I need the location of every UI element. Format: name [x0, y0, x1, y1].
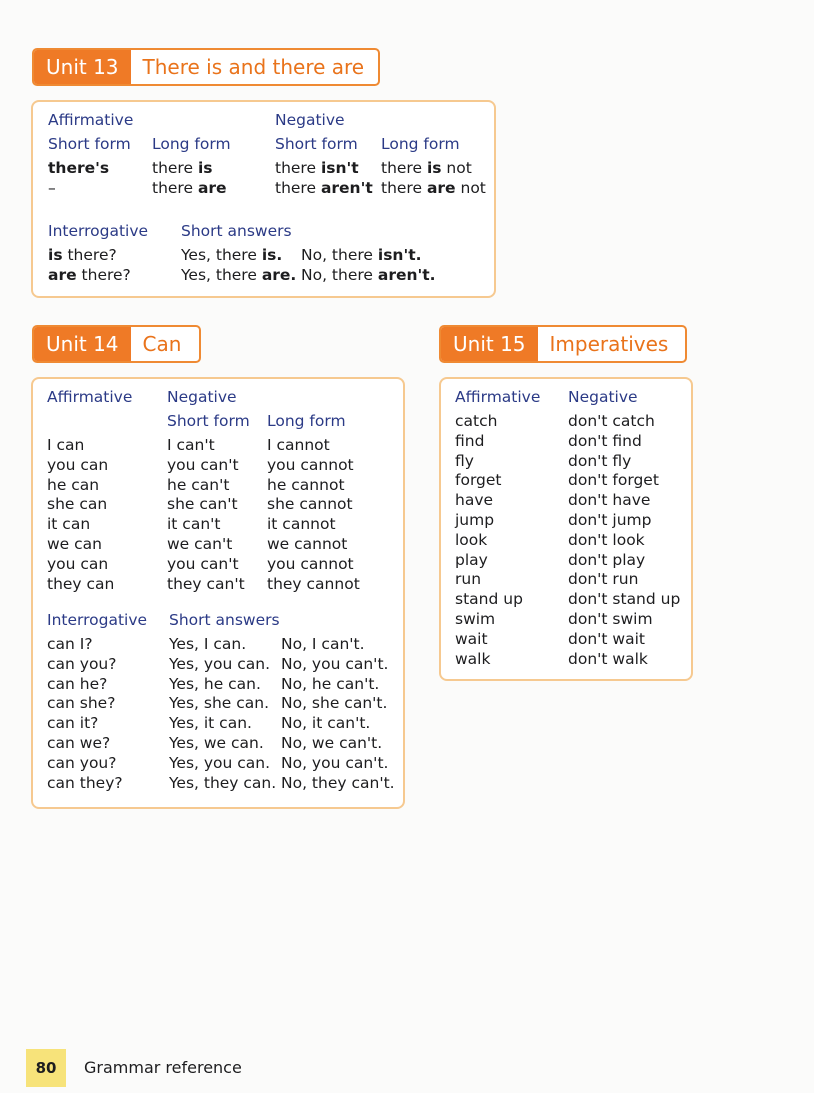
neg-short-item: you can't — [167, 554, 239, 573]
aff-item: forget — [455, 471, 502, 490]
aff-long-form: there is — [152, 159, 213, 177]
unit-14-title: Can — [142, 332, 182, 356]
question: can they? — [47, 773, 123, 792]
neg-item: don't look — [568, 530, 645, 549]
yes-answer: Yes, you can. — [169, 654, 271, 673]
unit-14-tab — [32, 325, 201, 363]
neg-long-item: he cannot — [267, 475, 345, 494]
short-answers-heading: Short answers — [181, 222, 292, 240]
long-form-heading: Long form — [152, 135, 231, 153]
neg-long-item: you cannot — [267, 455, 354, 474]
neg-long-item: they cannot — [267, 574, 360, 593]
question: can we? — [47, 733, 111, 752]
neg-long-form: there is not — [381, 159, 472, 177]
yes-answer: Yes, it can. — [169, 714, 252, 733]
neg-short-item: I can't — [167, 436, 215, 454]
question: are there? — [48, 266, 131, 284]
aff-item: walk — [455, 649, 491, 668]
neg-item: don't catch — [568, 412, 655, 430]
question: is there? — [48, 246, 117, 264]
unit-15-title: Imperatives — [549, 332, 669, 356]
unit-15-number: Unit 15 — [441, 327, 538, 361]
neg-short-column — [167, 436, 245, 594]
yes-answers-column — [169, 635, 276, 793]
neg-item: don't forget — [568, 471, 659, 490]
aff-item: jump — [455, 510, 495, 529]
unit-14-table — [31, 377, 405, 809]
negative-heading: Negative — [568, 388, 638, 406]
aff-item: we can — [47, 534, 102, 553]
yes-answer: Yes, she can. — [169, 694, 270, 713]
neg-long-form: there are not — [381, 179, 486, 197]
neg-item: don't fly — [568, 451, 632, 470]
yes-answer: Yes, they can. — [169, 773, 277, 792]
short-answers-heading: Short answers — [169, 611, 280, 629]
interrogative-heading: Interrogative — [47, 611, 148, 629]
neg-short-form: there isn't — [275, 159, 359, 177]
neg-short-item: we can't — [167, 534, 233, 553]
short-form-heading: Short form — [275, 135, 358, 153]
aff-item: play — [455, 550, 488, 569]
neg-long-item: she cannot — [267, 495, 353, 514]
neg-long-item: we cannot — [267, 534, 348, 553]
question: can I? — [47, 635, 93, 653]
aff-item: have — [455, 491, 494, 510]
neg-item: don't wait — [568, 629, 645, 648]
aff-item: she can — [47, 495, 108, 514]
unit-14-number: Unit 14 — [34, 327, 131, 361]
aff-item: you can — [47, 554, 109, 573]
no-answers-column — [281, 635, 395, 793]
aff-short-form: there's — [48, 159, 110, 177]
aff-item: stand up — [455, 590, 523, 609]
no-answer: No, it can't. — [281, 714, 371, 733]
aff-item: run — [455, 570, 482, 589]
aff-short-form: – — [48, 179, 56, 197]
question: can it? — [47, 714, 99, 733]
interrogative-heading: Interrogative — [48, 222, 149, 240]
aff-item: I can — [47, 436, 85, 454]
aff-item: you can — [47, 455, 109, 474]
yes-answer: Yes, there are. — [181, 266, 297, 284]
page-number: 80 — [26, 1049, 66, 1087]
aff-item: wait — [455, 629, 488, 648]
aff-item: find — [455, 431, 485, 450]
footer-label: Grammar reference — [84, 1058, 242, 1077]
no-answer: No, I can't. — [281, 635, 365, 653]
neg-long-column — [267, 436, 360, 594]
affirmative-heading: Affirmative — [47, 388, 133, 406]
long-form-heading: Long form — [381, 135, 460, 153]
negative-heading: Negative — [275, 111, 345, 129]
aff-item: it can — [47, 515, 91, 534]
neg-long-item: I cannot — [267, 436, 330, 454]
no-answer: No, you can't. — [281, 753, 389, 772]
aff-item: swim — [455, 609, 496, 628]
question: can you? — [47, 654, 117, 673]
neg-short-item: it can't — [167, 515, 221, 534]
negative-column — [568, 412, 680, 669]
affirmative-heading: Affirmative — [48, 111, 134, 129]
affirmative-column — [47, 436, 114, 594]
no-answer: No, you can't. — [281, 654, 389, 673]
no-answer: No, there isn't. — [301, 246, 422, 264]
aff-item: fly — [455, 451, 474, 470]
neg-item: don't find — [568, 431, 642, 450]
neg-item: don't play — [568, 550, 646, 569]
yes-answer: Yes, I can. — [169, 635, 247, 653]
neg-item: don't jump — [568, 510, 652, 529]
aff-item: look — [455, 530, 488, 549]
short-form-heading: Short form — [167, 412, 250, 430]
short-form-heading: Short form — [48, 135, 131, 153]
question: can she? — [47, 694, 116, 713]
neg-item: don't run — [568, 570, 639, 589]
neg-item: don't stand up — [568, 590, 681, 609]
yes-answer: Yes, we can. — [169, 733, 264, 752]
question: can he? — [47, 674, 108, 693]
affirmative-heading: Affirmative — [455, 388, 541, 406]
neg-long-item: you cannot — [267, 554, 354, 573]
yes-answer: Yes, you can. — [169, 753, 271, 772]
neg-short-item: he can't — [167, 475, 230, 494]
unit-15-tab — [439, 325, 687, 363]
neg-long-item: it cannot — [267, 515, 336, 534]
no-answer: No, there aren't. — [301, 266, 436, 284]
affirmative-column — [455, 412, 523, 669]
aff-item: catch — [455, 412, 498, 430]
aff-long-form: there are — [152, 179, 227, 197]
long-form-heading: Long form — [267, 412, 346, 430]
question: can you? — [47, 753, 117, 772]
unit-13-number: Unit 13 — [34, 50, 131, 84]
questions-column — [47, 635, 123, 793]
neg-short-item: you can't — [167, 455, 239, 474]
aff-item: he can — [47, 475, 100, 494]
yes-answer: Yes, there is. — [181, 246, 283, 264]
unit-15-table — [439, 377, 693, 681]
neg-short-form: there aren't — [275, 179, 373, 197]
neg-item: don't walk — [568, 649, 648, 668]
unit-13-tab — [32, 48, 380, 86]
neg-short-item: they can't — [167, 574, 245, 593]
aff-item: they can — [47, 574, 115, 593]
no-answer: No, she can't. — [281, 694, 388, 713]
unit-13-title: There is and there are — [142, 55, 365, 79]
negative-heading: Negative — [167, 388, 237, 406]
neg-item: don't have — [568, 491, 651, 510]
yes-answer: Yes, he can. — [169, 674, 261, 693]
unit-13-table — [31, 100, 496, 298]
neg-item: don't swim — [568, 609, 653, 628]
no-answer: No, we can't. — [281, 733, 383, 752]
neg-short-item: she can't — [167, 495, 238, 514]
no-answer: No, they can't. — [281, 773, 395, 792]
no-answer: No, he can't. — [281, 674, 380, 693]
